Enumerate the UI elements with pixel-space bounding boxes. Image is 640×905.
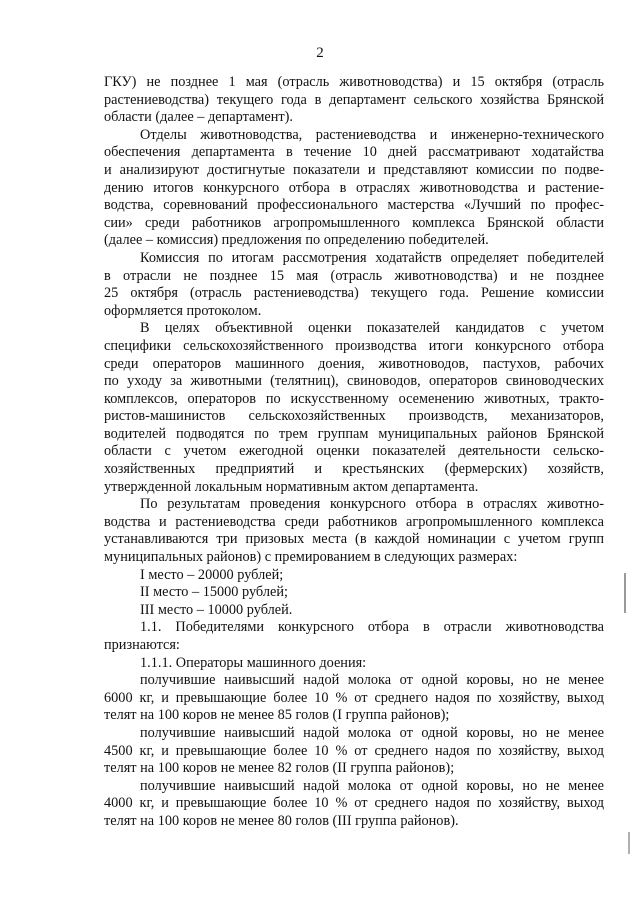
text-line: 1.1.1. Операторы машинного доения: bbox=[140, 654, 367, 671]
scan-edge-mark bbox=[628, 832, 630, 854]
text-line: области (далее – департамент). bbox=[104, 109, 293, 126]
paragraph-departments bbox=[104, 127, 604, 250]
paragraph-continuation bbox=[104, 74, 604, 127]
text-line: обеспечения департамента в течение 10 дней рассматривают ходатайства bbox=[104, 144, 604, 161]
paragraph-evaluation bbox=[104, 320, 604, 496]
text-line: I место – 20000 рублей; bbox=[140, 566, 284, 583]
text-line: водства, соревнований профессионального мастерства «Лучший по профес- bbox=[104, 197, 604, 214]
text-line: В целях объективной оценки показателей кандидатов с учетом bbox=[140, 320, 604, 337]
prize-second-place bbox=[104, 584, 604, 602]
text-line: получившие наивысший надой молока от одной коровы, но не менее bbox=[140, 777, 604, 794]
text-line: III место – 10000 рублей. bbox=[140, 601, 293, 618]
text-line: (далее – комиссия) предложения по определению победителей. bbox=[104, 232, 489, 249]
page-number: 2 bbox=[316, 45, 324, 61]
section-1-1 bbox=[104, 619, 604, 654]
text-line: Комиссия по итогам рассмотрения ходатайств определяет победителей bbox=[140, 249, 604, 266]
paragraph-commission bbox=[104, 250, 604, 320]
scan-edge-mark bbox=[624, 573, 626, 613]
text-line: ГКУ) не позднее 1 мая (отрасль животноводства) и 15 октября (отрасль bbox=[104, 74, 604, 90]
text-line: 4000 кг, и превышающие более 10 % от среднего надоя по хозяйству, выход bbox=[104, 795, 604, 812]
text-line: устанавливаются три призовых места (в каждой номинации с учетом групп bbox=[104, 531, 604, 548]
text-line: получившие наивысший надой молока от одной коровы, но не менее bbox=[140, 672, 604, 689]
document-body bbox=[104, 74, 604, 831]
text-line: водства и растениеводства среди работников агропромышленного комплекса bbox=[104, 513, 604, 530]
text-line: ристов-машинистов сельскохозяйственных производств, механизаторов, bbox=[104, 408, 604, 425]
text-line: признаются: bbox=[104, 637, 180, 653]
text-line: оформляется протоколом. bbox=[104, 302, 262, 319]
text-line: и анализируют достигнутые показатели и представляют комиссии по подве- bbox=[104, 161, 604, 178]
text-line: Отделы животноводства, растениеводства и инженерно-технического bbox=[140, 126, 604, 143]
text-line: получившие наивысший надой молока от одной коровы, но не менее bbox=[140, 724, 604, 741]
text-line: муниципальных районов) с премированием в следующих размерах: bbox=[104, 549, 518, 566]
text-line: утвержденной локальным нормативным актом департамента. bbox=[104, 478, 479, 495]
text-line: комплексов, операторов по искусственному осеменению животных, тракто- bbox=[104, 390, 604, 407]
text-line: сии» среди работников агропромышленного комплекса Брянской области bbox=[104, 214, 604, 231]
text-line: среди операторов машинного доения, животноводов, пастухов, рабочих bbox=[104, 355, 604, 372]
text-line: по уходу за животными (телятниц), свиноводов, операторов свиноводческих bbox=[104, 373, 604, 390]
section-1-1-1 bbox=[104, 655, 604, 673]
text-line: телят на 100 коров не менее 80 голов (III группа районов). bbox=[104, 812, 459, 829]
text-line: хозяйственных предприятий и крестьянских (фермерских) хозяйств, bbox=[104, 461, 604, 478]
text-line: 4500 кг, и превышающие более 10 % от среднего надоя по хозяйству, выход bbox=[104, 742, 604, 759]
text-line: По результатам проведения конкурсного отбора в отраслях животно- bbox=[140, 496, 604, 513]
prize-third-place bbox=[104, 602, 604, 620]
text-line: 6000 кг, и превышающие более 10 % от среднего надоя по хозяйству, выход bbox=[104, 689, 604, 706]
text-line: специфики сельскохозяйственного производства итоги конкурсного отбора bbox=[104, 337, 604, 354]
text-line: в отрасли не позднее 15 мая (отрасль животноводства) и не позднее bbox=[104, 267, 604, 284]
criteria-group-3 bbox=[104, 778, 604, 831]
text-line: 1.1. Победителями конкурсного отбора в отрасли животноводства bbox=[140, 619, 604, 636]
text-line: телят на 100 коров не менее 85 голов (I группа районов); bbox=[104, 707, 450, 724]
prize-first-place bbox=[104, 567, 604, 585]
text-line: водителей подводятся по трем группам муниципальных районов Брянской bbox=[104, 425, 604, 442]
text-line: телят на 100 коров не менее 82 голов (II группа районов); bbox=[104, 760, 455, 777]
text-line: области с учетом ежегодной оценки показателей деятельности сельско- bbox=[104, 443, 604, 460]
text-line: 25 октября (отрасль растениеводства) текущего года. Решение комиссии bbox=[104, 285, 604, 302]
criteria-group-1 bbox=[104, 672, 604, 725]
text-line: II место – 15000 рублей; bbox=[140, 584, 288, 601]
paragraph-prizes bbox=[104, 496, 604, 566]
text-line: растениеводства) текущего года в департамент сельского хозяйства Брянской bbox=[104, 91, 604, 108]
criteria-group-2 bbox=[104, 725, 604, 778]
text-line: дению итогов конкурсного отбора в отраслях животноводства и растение- bbox=[104, 179, 604, 196]
